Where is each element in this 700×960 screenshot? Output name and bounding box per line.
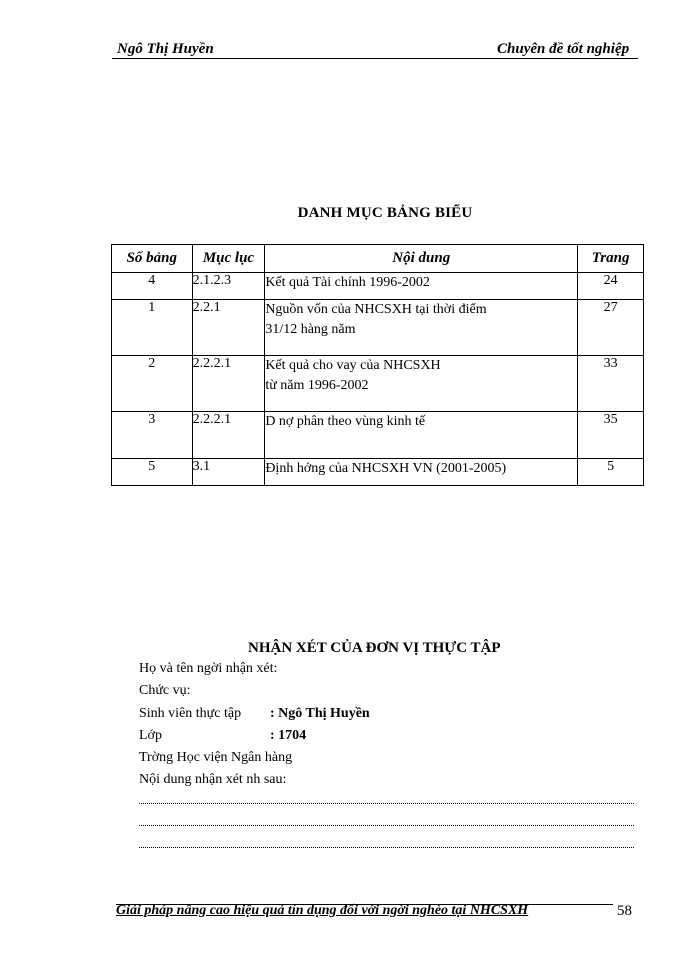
student-value: : Ngô Thị Huyền	[270, 706, 370, 721]
cell-number: 2	[112, 356, 193, 412]
reviewer-name-label: Họ và tên ngời nhận xét:	[139, 661, 278, 676]
cell-section: 2.2.2.1	[192, 356, 265, 412]
table-row	[112, 356, 644, 412]
class-label: Lớp	[139, 728, 162, 743]
review-title: NHẬN XÉT CỦA ĐƠN VỊ THỰC TẬP	[248, 640, 501, 656]
column-header-page: Trang	[578, 245, 644, 273]
class-value-wrap	[270, 728, 306, 744]
cell-number: 5	[112, 459, 193, 486]
cell-section: 2.1.2.3	[192, 273, 265, 300]
header-topic: Chuyên đề tốt nghiệp	[497, 41, 630, 57]
cell-page: 27	[578, 300, 644, 356]
column-header-content: Nội dung	[265, 245, 578, 273]
cell-content	[265, 300, 578, 356]
cell-number: 3	[112, 412, 193, 459]
table-row	[112, 273, 644, 300]
column-header-section: Mục lục	[192, 245, 265, 273]
cell-page: 35	[578, 412, 644, 459]
school-line: Trờng Học viện Ngân hàng	[139, 750, 293, 765]
class-value: : 1704	[270, 728, 307, 743]
table-header-row	[112, 245, 644, 273]
cell-number: 1	[112, 300, 193, 356]
student-label: Sinh viên thực tập	[139, 706, 242, 721]
page-number: 58	[617, 903, 632, 919]
cell-section: 2.2.2.1	[192, 412, 265, 459]
comment-dotted-line	[139, 825, 634, 826]
header-rule	[112, 58, 638, 59]
cell-content	[265, 459, 578, 486]
table-list-title: DANH MỤC BẢNG BIỂU	[297, 205, 473, 221]
content-line: Nguồn vốn của NHCSXH tại thời điểm	[265, 302, 487, 317]
table-row	[112, 459, 644, 486]
column-header-number: Số bảng	[112, 245, 193, 273]
comment-dotted-line	[139, 847, 634, 848]
content-line: Kết quả cho vay của NHCSXH	[265, 358, 441, 373]
student-value-wrap	[270, 706, 370, 722]
comment-label: Nội dung nhận xét nh sau:	[139, 772, 287, 787]
table-row	[112, 412, 644, 459]
cell-content	[265, 273, 578, 300]
cell-section: 2.2.1	[192, 300, 265, 356]
content-line: D nợ phân theo vùng kinh tế	[265, 414, 426, 429]
table-list	[111, 244, 644, 486]
position-label: Chức vụ:	[139, 683, 191, 698]
cell-page: 24	[578, 273, 644, 300]
cell-content	[265, 356, 578, 412]
cell-content	[265, 412, 578, 459]
cell-number: 4	[112, 273, 193, 300]
student-row	[139, 706, 241, 722]
header-author: Ngô Thị Huyền	[117, 41, 214, 57]
content-line: Kết quả Tài chính 1996-2002	[265, 275, 430, 290]
comment-dotted-line	[139, 803, 634, 804]
table-row	[112, 300, 644, 356]
footer-topic: Giải pháp nâng cao hiệu quả tín dụng đối với ngời nghèo tại NHCSXH	[116, 903, 529, 918]
cell-page: 5	[578, 459, 644, 486]
content-line: 31/12 hàng năm	[265, 322, 356, 337]
cell-section: 3.1	[192, 459, 265, 486]
cell-page: 33	[578, 356, 644, 412]
content-line: từ năm 1996-2002	[265, 378, 369, 393]
content-line: Định hớng của NHCSXH VN (2001-2005)	[265, 461, 507, 476]
